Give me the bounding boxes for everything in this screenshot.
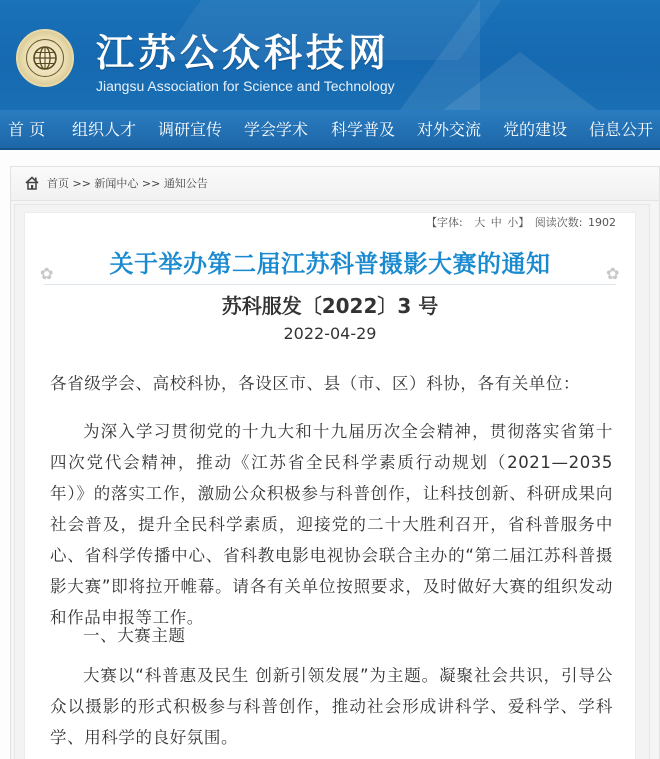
article-salutation: 各省级学会、高校科协，各设区市、县（市、区）科协，各有关单位：: [50, 374, 581, 393]
flourish-left-icon: ✿: [40, 264, 54, 283]
site-header-banner: [0, 0, 660, 110]
nav-item-research-publicity[interactable]: 调研宣传: [158, 120, 223, 139]
document-date: 2022-04-29: [283, 324, 377, 343]
site-title[interactable]: 江苏公众科技网: [96, 31, 391, 75]
article-paragraph: 为深入学习贯彻党的十九大和十九届历次全会精神，贯彻落实省第十四次党代会精神，推动《江苏省全民科学素质行动规划（2021—2035年）》的落实工作，激励公众积极参与科普创作，让科技创新、科研成果向社会普及，提升全民科学素质，迎接党的二十大胜利召开，省科普服务中心、省科学传播中心、省科教电影电视协会联合主办的“第二届江苏科普摄影大赛”即将拉开帷幕。请各有关单位按照要求，及时做好大赛的组织发动和作品申报等工作。: [50, 422, 613, 627]
flourish-right-icon: ✿: [606, 264, 620, 283]
font-size-large-button[interactable]: 大: [474, 216, 486, 229]
home-icon[interactable]: [25, 176, 39, 190]
nav-item-science-popularization[interactable]: 科学普及: [331, 120, 396, 139]
site-subtitle: Jiangsu Association for Science and Technology: [96, 78, 395, 94]
read-count-label: 阅读次数:: [534, 216, 583, 229]
article-meta: [424, 215, 616, 231]
globe-icon: [32, 45, 58, 71]
breadcrumb-trail[interactable]: 首页 >> 新闻中心 >> 通知公告: [47, 177, 208, 190]
association-emblem-icon[interactable]: [16, 29, 74, 87]
font-size-medium-button[interactable]: 中: [490, 216, 502, 229]
nav-item-academic[interactable]: 学会学术: [244, 120, 309, 139]
title-divider: [44, 284, 616, 285]
nav-item-party-building[interactable]: 党的建设: [503, 120, 568, 139]
font-size-small-button[interactable]: 小】: [507, 216, 530, 229]
nav-item-information-disclosure[interactable]: 信息公开: [589, 120, 654, 139]
section-heading: 一、大赛主题: [83, 626, 186, 645]
main-nav: [0, 110, 660, 150]
nav-item-organization[interactable]: 组织人才: [72, 120, 137, 139]
document-number: 苏科服发〔2022〕3 号: [221, 294, 439, 318]
read-count-value: 1902: [588, 216, 616, 229]
font-size-label: 【字体:: [426, 216, 463, 229]
nav-item-external-exchange[interactable]: 对外交流: [417, 120, 482, 139]
banner-decoration: [440, 52, 600, 110]
article-title: 关于举办第二届江苏科普摄影大赛的通知: [109, 250, 551, 278]
nav-item-home[interactable]: 首 页: [8, 120, 46, 139]
section-body: 大赛以“科普惠及民生 创新引领发展”为主题。凝聚社会共识，引导公众以摄影的形式积极参与科普创作，推动社会形成讲科学、爱科学、学科学、用科学的良好氛围。: [50, 666, 613, 747]
